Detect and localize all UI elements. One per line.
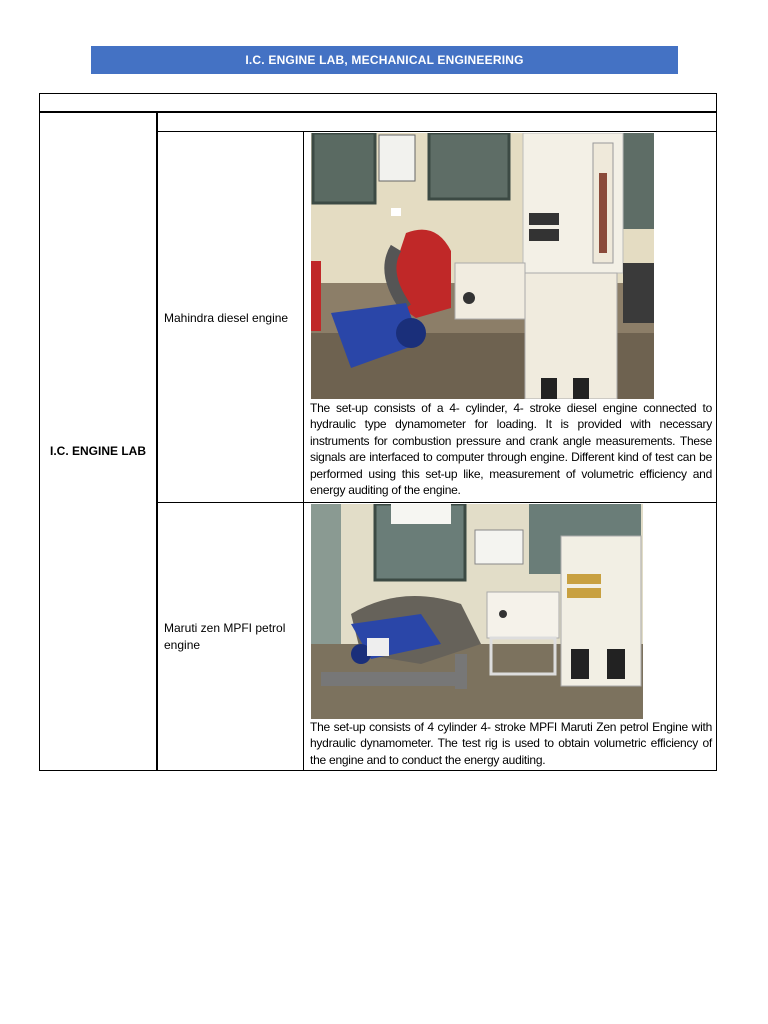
table-rule xyxy=(40,111,716,113)
table-rule xyxy=(156,502,716,503)
page-header-banner xyxy=(91,46,678,74)
table-rule xyxy=(156,111,158,771)
engine-name: Maruti zen MPFI petrol engine xyxy=(164,621,286,652)
engine-description: The set-up consists of 4 cylinder 4- stroke MPFI Maruti Zen petrol Engine with hydraulic dynamometer. The test rig is used to obtain volumetric efficiency of the engine and to conduct the energy auditing. xyxy=(310,720,712,767)
petrol-engine-photo xyxy=(311,504,643,719)
table-rule xyxy=(303,131,304,771)
lab-name: I.C. ENGINE LAB xyxy=(49,444,146,458)
diesel-engine-photo xyxy=(311,133,654,399)
page-title: I.C. ENGINE LAB, MECHANICAL ENGINEERING xyxy=(245,53,524,67)
lab-name-cell xyxy=(40,436,156,466)
equipment-table xyxy=(39,93,717,771)
engine-description: The set-up consists of a 4- cylinder, 4- stroke diesel engine connected to hydraulic type dynamometer for loading. It is provided with necessary instruments for combustion pressure and crank angle measurements. These signals are interfaced to computer through engine. Different kind of test can be performed using this set-up like, measurement of volumetric efficiency and energy auditing of the engine. xyxy=(310,401,712,498)
engine-name: Mahindra diesel engine xyxy=(164,311,289,325)
table-rule xyxy=(156,131,716,132)
